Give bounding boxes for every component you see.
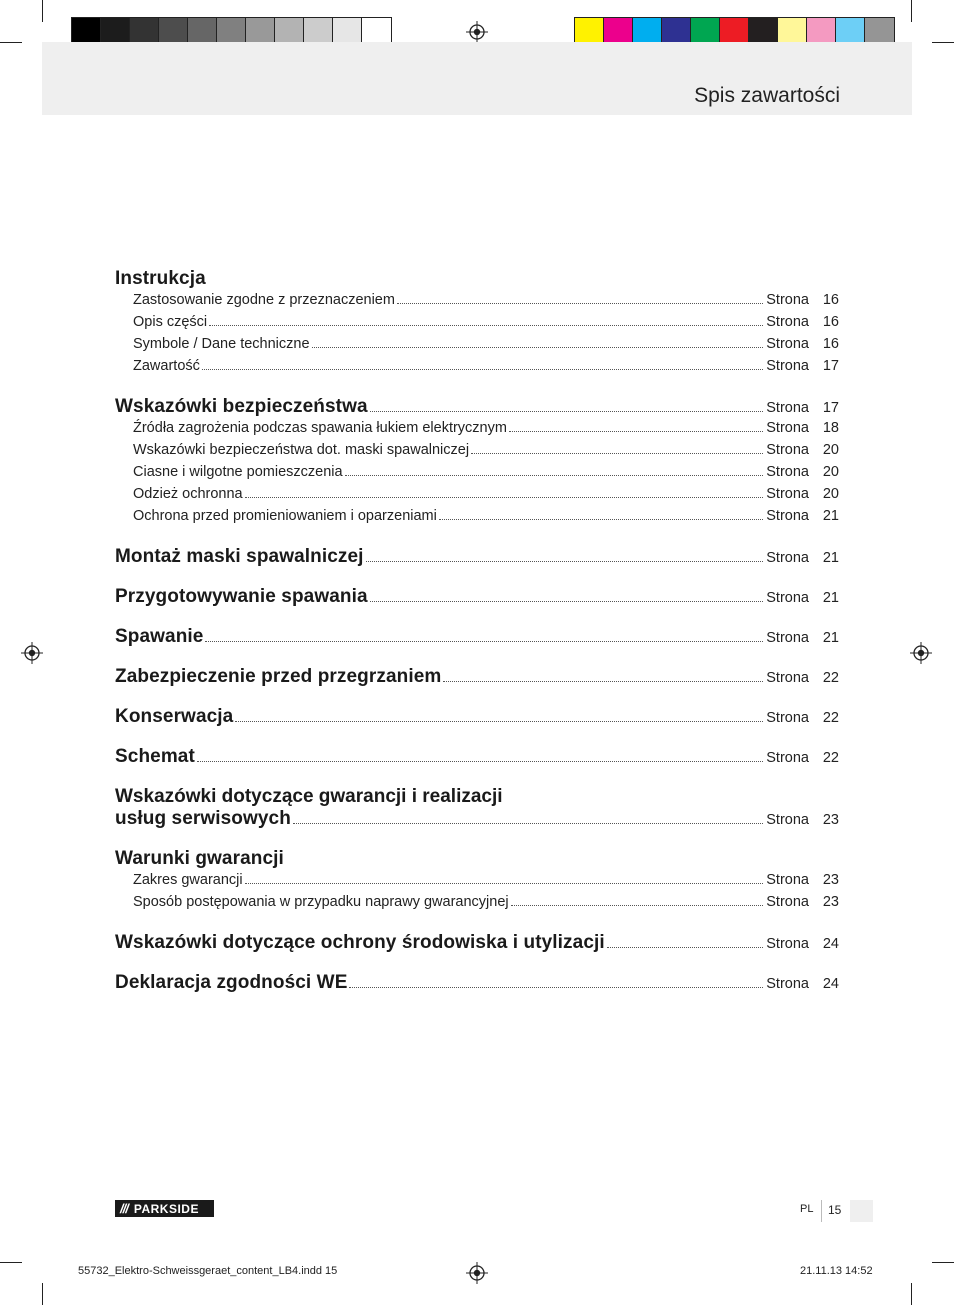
- color-swatch: [836, 18, 865, 45]
- logo-stripes: ///: [120, 1201, 128, 1216]
- color-swatch: [217, 18, 246, 45]
- page-ref: 16: [822, 336, 839, 352]
- page-ref: 23: [822, 894, 839, 910]
- registration-mark-icon: [21, 642, 43, 664]
- color-swatch: [304, 18, 333, 45]
- page-ref: 21: [822, 550, 839, 566]
- page-label: Strona: [766, 812, 809, 828]
- toc-item-title: Zawartość: [133, 358, 200, 374]
- dot-leader: [245, 883, 764, 884]
- toc-section: [115, 848, 839, 916]
- toc-item[interactable]: [115, 894, 839, 916]
- toc-section-row[interactable]: [115, 972, 839, 996]
- toc-section: [115, 972, 839, 996]
- toc-section-row[interactable]: [115, 586, 839, 610]
- page-ref: 22: [822, 750, 839, 766]
- page-ref: 24: [822, 976, 839, 992]
- toc-section: [115, 932, 839, 956]
- page-label: Strona: [766, 292, 809, 308]
- slug-filename: 55732_Elektro-Schweissgeraet_content_LB4.indd 15: [78, 1265, 338, 1277]
- page-ref: 23: [822, 872, 839, 888]
- toc-item-title: Wskazówki bezpieczeństwa dot. maski spawalniczej: [133, 442, 470, 458]
- toc-section-row[interactable]: [115, 268, 839, 292]
- color-swatch: [159, 18, 188, 45]
- toc-section: [115, 626, 839, 650]
- page-ref: 20: [822, 442, 839, 458]
- page-number: 15: [828, 1203, 842, 1217]
- toc-section-title: Konserwacja: [115, 706, 234, 727]
- toc-section: [115, 706, 839, 730]
- registration-mark-icon: [466, 1262, 488, 1284]
- dot-leader: [443, 681, 763, 682]
- toc-section-title: Montaż maski spawalniczej: [115, 546, 364, 567]
- page-ref: 17: [822, 400, 839, 416]
- dot-leader: [607, 947, 764, 948]
- toc-section-row[interactable]: [115, 746, 839, 770]
- toc-section-title: Schemat: [115, 746, 195, 767]
- page-ref: 17: [822, 358, 839, 374]
- color-swatch: [662, 18, 691, 45]
- page-label: Strona: [766, 936, 809, 952]
- page-ref: 20: [822, 486, 839, 502]
- color-swatch: [604, 18, 633, 45]
- toc-section-row[interactable]: [115, 396, 839, 420]
- dot-leader: [209, 325, 763, 326]
- page-label: Strona: [766, 400, 809, 416]
- dot-leader: [509, 431, 763, 432]
- page-label: Strona: [766, 336, 809, 352]
- page-label: Strona: [766, 750, 809, 766]
- dot-leader: [370, 601, 764, 602]
- page-title: Spis zawartości: [694, 84, 840, 107]
- toc-item[interactable]: [115, 872, 839, 894]
- dot-leader: [511, 905, 764, 906]
- toc-section-row[interactable]: [115, 808, 839, 832]
- dot-leader: [345, 475, 764, 476]
- page-ref: 22: [822, 670, 839, 686]
- language-code: PL: [800, 1203, 814, 1215]
- page-label: Strona: [766, 872, 809, 888]
- toc-section: [115, 396, 839, 530]
- page-label: Strona: [766, 710, 809, 726]
- crop-mark: [0, 42, 22, 43]
- toc-item-title: Źródła zagrożenia podczas spawania łukiem elektrycznym: [133, 420, 507, 436]
- color-swatch: [807, 18, 836, 45]
- table-of-contents: [115, 268, 839, 1012]
- dot-leader: [205, 641, 763, 642]
- color-swatch: [778, 18, 807, 45]
- color-swatch: [333, 18, 362, 45]
- crop-mark: [42, 1283, 43, 1305]
- toc-section-title: usług serwisowych: [115, 808, 291, 829]
- color-swatch: [691, 18, 720, 45]
- page-label: Strona: [766, 894, 809, 910]
- color-swatch: [275, 18, 304, 45]
- toc-item[interactable]: [115, 486, 839, 508]
- page-ref: 23: [822, 812, 839, 828]
- registration-mark-icon: [466, 21, 488, 43]
- page-ref: 21: [822, 630, 839, 646]
- page-ref: 22: [822, 710, 839, 726]
- color-swatch: [575, 18, 604, 45]
- toc-section-title[interactable]: Wskazówki dotyczące gwarancji i realizacji: [115, 786, 503, 807]
- dot-leader: [439, 519, 763, 520]
- crop-mark: [0, 1262, 22, 1263]
- color-swatch: [101, 18, 130, 45]
- toc-item[interactable]: [115, 292, 839, 314]
- toc-section: [115, 546, 839, 570]
- logo-text: PARKSIDE: [133, 1201, 199, 1216]
- dot-leader: [397, 303, 763, 304]
- toc-section-row[interactable]: [115, 848, 839, 872]
- dot-leader: [366, 561, 764, 562]
- crop-mark: [932, 42, 954, 43]
- crop-mark: [911, 1283, 912, 1305]
- dot-leader: [202, 369, 763, 370]
- page-label: Strona: [766, 508, 809, 524]
- toc-item-title: Zakres gwarancji: [133, 872, 243, 888]
- toc-section-title: Warunki gwarancji: [115, 848, 284, 869]
- dot-leader: [235, 721, 763, 722]
- page-label: Strona: [766, 464, 809, 480]
- page-ref: 16: [822, 314, 839, 330]
- page-label: Strona: [766, 630, 809, 646]
- toc-item-title: Zastosowanie zgodne z przeznaczeniem: [133, 292, 395, 308]
- color-swatch: [865, 18, 894, 45]
- toc-item[interactable]: [115, 508, 839, 530]
- toc-item[interactable]: [115, 420, 839, 442]
- toc-item-title: Ochrona przed promieniowaniem i oparzeniami: [133, 508, 437, 524]
- color-swatch: [188, 18, 217, 45]
- page-ref: 16: [822, 292, 839, 308]
- color-swatch: [72, 18, 101, 45]
- toc-section: [115, 786, 839, 832]
- toc-item-title: Symbole / Dane techniczne: [133, 336, 310, 352]
- dot-leader: [245, 497, 764, 498]
- page-label: Strona: [766, 442, 809, 458]
- toc-section-title: Spawanie: [115, 626, 204, 647]
- color-swatch: [633, 18, 662, 45]
- toc-item-title: Opis części: [133, 314, 208, 330]
- page-label: Strona: [766, 976, 809, 992]
- toc-section-row[interactable]: [115, 546, 839, 570]
- color-swatch: [720, 18, 749, 45]
- toc-section-row[interactable]: [115, 706, 839, 730]
- toc-section: [115, 586, 839, 610]
- toc-section-row[interactable]: [115, 932, 839, 956]
- toc-section-title: Deklaracja zgodności WE: [115, 972, 348, 993]
- toc-item-title: Ciasne i wilgotne pomieszczenia: [133, 464, 343, 480]
- page-label: Strona: [766, 314, 809, 330]
- toc-section-title: Zabezpieczenie przed przegrzaniem: [115, 666, 442, 687]
- toc-section: [115, 746, 839, 770]
- dot-leader: [197, 761, 763, 762]
- dot-leader: [370, 411, 764, 412]
- crop-mark: [911, 0, 912, 22]
- footer-box: [850, 1200, 873, 1222]
- crop-mark: [932, 1262, 954, 1263]
- crop-mark: [42, 0, 43, 22]
- toc-section-title: Wskazówki bezpieczeństwa: [115, 396, 368, 417]
- toc-item[interactable]: [115, 336, 839, 358]
- toc-item-title: Sposób postępowania w przypadku naprawy gwarancyjnej: [133, 894, 509, 910]
- parkside-logo: [115, 1200, 214, 1217]
- color-swatch: [130, 18, 159, 45]
- page-ref: 21: [822, 590, 839, 606]
- page-ref: 21: [822, 508, 839, 524]
- page-label: Strona: [766, 420, 809, 436]
- dot-leader: [349, 987, 763, 988]
- color-swatch: [362, 18, 391, 45]
- color-swatch: [246, 18, 275, 45]
- color-swatch: [749, 18, 778, 45]
- toc-item[interactable]: [115, 442, 839, 464]
- slug-date: 21.11.13 14:52: [800, 1265, 873, 1277]
- page-label: Strona: [766, 590, 809, 606]
- toc-section-title: Przygotowywanie spawania: [115, 586, 368, 607]
- toc-item[interactable]: [115, 358, 839, 380]
- toc-section-title: Wskazówki dotyczące ochrony środowiska i utylizacji: [115, 932, 605, 953]
- registration-mark-icon: [910, 642, 932, 664]
- page-ref: 24: [822, 936, 839, 952]
- page-label: Strona: [766, 486, 809, 502]
- dot-leader: [293, 823, 763, 824]
- toc-item[interactable]: [115, 314, 839, 336]
- toc-section-row[interactable]: [115, 626, 839, 650]
- page-label: Strona: [766, 550, 809, 566]
- footer-divider: [821, 1200, 822, 1222]
- page-label: Strona: [766, 670, 809, 686]
- page-ref: 20: [822, 464, 839, 480]
- page-ref: 18: [822, 420, 839, 436]
- toc-item[interactable]: [115, 464, 839, 486]
- toc-section: [115, 268, 839, 380]
- toc-section: [115, 666, 839, 690]
- page-label: Strona: [766, 358, 809, 374]
- dot-leader: [312, 347, 764, 348]
- dot-leader: [471, 453, 763, 454]
- toc-section-title: Instrukcja: [115, 268, 206, 289]
- toc-item-title: Odzież ochronna: [133, 486, 243, 502]
- toc-section-row[interactable]: [115, 666, 839, 690]
